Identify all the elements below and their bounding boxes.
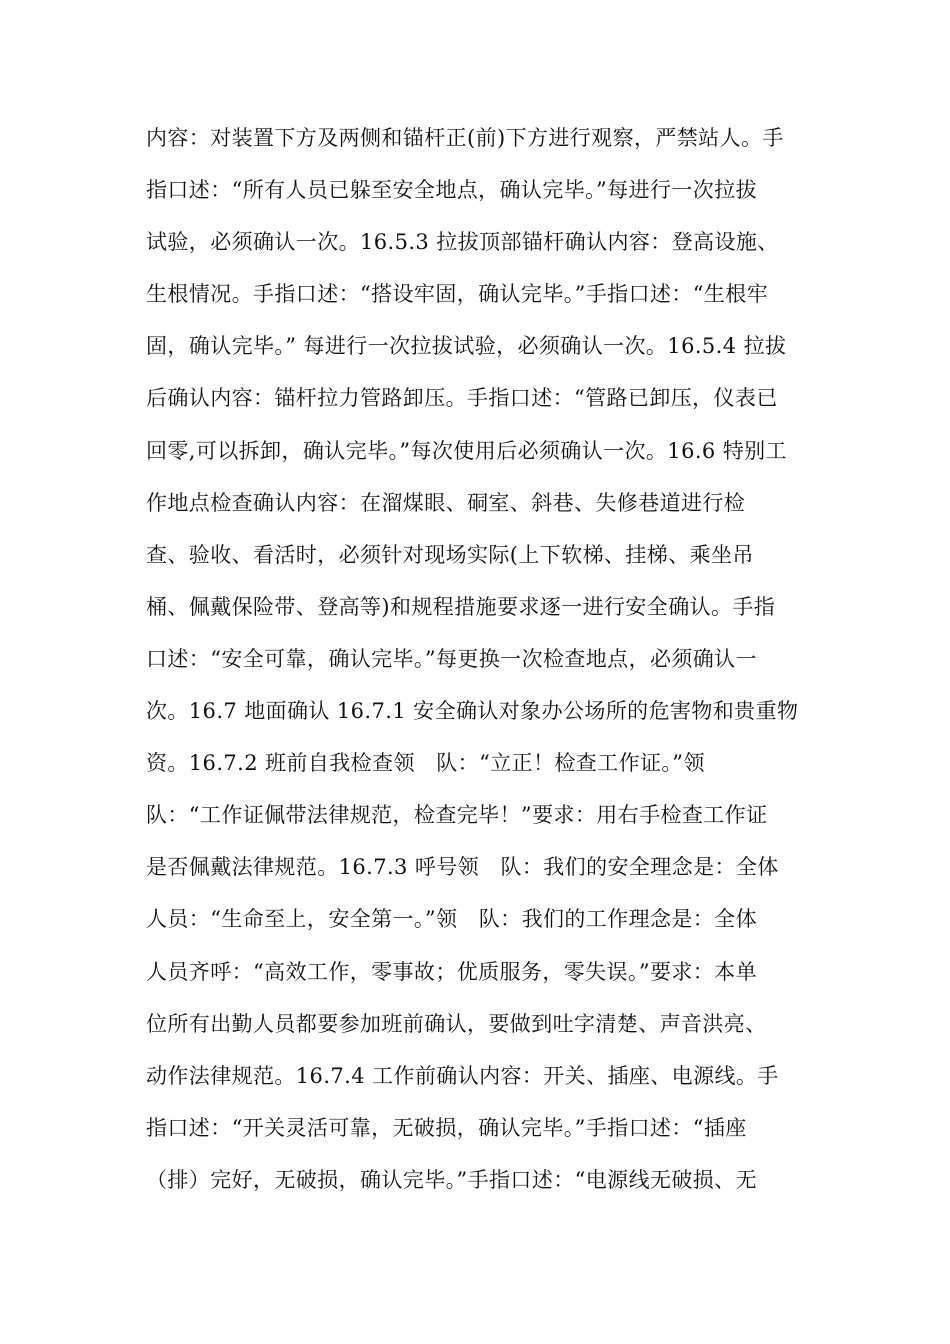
text-line: 桶、佩戴保险带、登高等)和规程措施要求逐一进行安全确认。手指 (146, 594, 776, 619)
text-line: 位所有出勤人员都要参加班前确认，要做到吐字清楚、声音洪亮、 (146, 1011, 767, 1036)
text-line: 内容：对装置下方及两侧和锚杆正(前)下方进行观察，严禁站人。手 (146, 126, 784, 150)
text-line: 查、验收、看活时，必须针对现场实际(上下软梯、挂梯、乘坐吊 (146, 542, 754, 567)
text-line: 生根情况。手指口述：“搭设牢固，确认完毕。”手指口述：“生根牢 (146, 282, 769, 307)
text-line: 固，确认完毕。” 每进行一次拉拔试验，必须确认一次。16.5.4 拉拔 (146, 334, 787, 359)
text-line: 回零,可以拆卸，确认完毕。”每次使用后必须确认一次。16.6 特别工 (146, 438, 787, 463)
text-line: 是否佩戴法律规范。16.7.3 呼号领 队：我们的安全理念是：全体 (146, 855, 779, 880)
text-line: 资。16.7.2 班前自我检查领 队：“立正！检查工作证。”领 (146, 751, 705, 776)
text-line: 口述：“安全可靠，确认完毕。”每更换一次检查地点，必须确认一 (146, 646, 757, 671)
text-line: 人员：“生命至上，安全第一。”领 队：我们的工作理念是：全体 (146, 907, 757, 932)
text-line: 指口述：“开关灵活可靠，无破损，确认完毕。”手指口述：“插座 (146, 1115, 747, 1140)
text-line: 试验，必须确认一次。16.5.3 拉拔顶部锚杆确认内容：登高设施、 (146, 230, 779, 255)
text-line: 次。16.7 地面确认 16.7.1 安全确认对象办公场所的危害物和贵重物 (146, 699, 799, 724)
body-text (146, 112, 816, 1206)
text-line: 作地点检查确认内容：在溜煤眼、硐室、斜巷、失修巷道进行检 (146, 490, 746, 515)
text-line: （排）完好，无破损，确认完毕。”手指口述：“电源线无破损、无 (146, 1167, 757, 1192)
text-line: 队：“工作证佩带法律规范，检查完毕！”要求：用右手检查工作证 (146, 803, 768, 828)
text-line: 指口述：“所有人员已躲至安全地点，确认完毕。”每进行一次拉拔 (146, 178, 757, 203)
text-line: 人员齐呼：“高效工作，零事故；优质服务，零失误。”要求：本单 (146, 959, 757, 984)
text-line: 动作法律规范。16.7.4 工作前确认内容：开关、插座、电源线。手 (146, 1063, 779, 1088)
text-line: 后确认内容：锚杆拉力管路卸压。手指口述：“管路已卸压，仪表已 (146, 386, 778, 411)
